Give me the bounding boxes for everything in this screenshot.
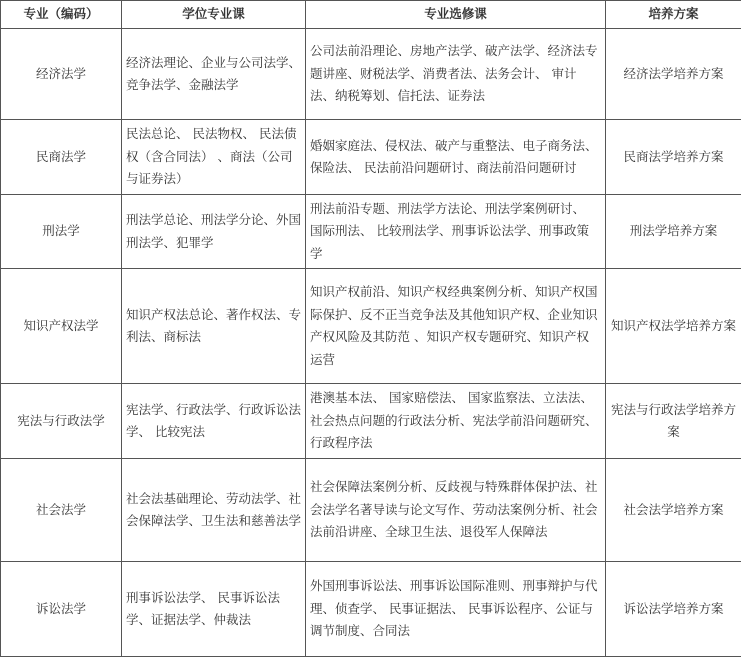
core-courses-cell: 民法总论、 民法物权、 民法债权（含合同法） 、商法（公司与证券法） [122,120,306,195]
major-cell: 诉讼法学 [1,562,122,657]
table-row [1,459,741,562]
header-training-plan: 培养方案 [606,1,741,29]
table-row [1,269,741,384]
core-courses-cell: 知识产权法总论、著作权法、专利法、商标法 [122,269,306,384]
training-plan-cell: 宪法与行政法学培养方案 [606,384,741,459]
major-cell: 宪法与行政法学 [1,384,122,459]
training-plan-cell: 刑法学培养方案 [606,195,741,269]
core-courses-cell: 刑事诉讼法学、 民事诉讼法学、证据法学、仲裁法 [122,562,306,657]
table-row [1,562,741,657]
header-core-courses: 学位专业课 [122,1,306,29]
elective-courses-cell: 婚姻家庭法、侵权法、破产与重整法、电子商务法、保险法、 民法前沿问题研讨、商法前沿问题研讨 [306,120,606,195]
header-major: 专业（编码） [1,1,122,29]
elective-courses-cell: 外国刑事诉讼法、刑事诉讼国际准则、刑事辩护与代理、侦查学、 民事证据法、 民事诉讼程序、公证与调节制度、合同法 [306,562,606,657]
core-courses-cell: 社会法基础理论、劳动法学、社会保障法学、卫生法和慈善法学 [122,459,306,562]
elective-courses-cell: 公司法前沿理论、房地产法学、破产法学、经济法专题讲座、财税法学、消费者法、法务会计、 审计法、纳税筹划、信托法、证券法 [306,29,606,120]
major-cell: 社会法学 [1,459,122,562]
elective-courses-cell: 知识产权前沿、知识产权经典案例分析、知识产权国际保护、反不正当竞争法及其他知识产权、企业知识产权风险及其防范 、知识产权专题研究、知识产权运营 [306,269,606,384]
header-elective-courses: 专业选修课 [306,1,606,29]
major-cell: 刑法学 [1,195,122,269]
training-plan-cell: 民商法学培养方案 [606,120,741,195]
major-cell: 民商法学 [1,120,122,195]
table-row [1,195,741,269]
major-cell: 知识产权法学 [1,269,122,384]
training-plan-cell: 社会法学培养方案 [606,459,741,562]
elective-courses-cell: 港澳基本法、 国家赔偿法、 国家监察法、立法法、社会热点问题的行政法分析、宪法学前沿问题研究、行政程序法 [306,384,606,459]
major-cell: 经济法学 [1,29,122,120]
training-plan-cell: 诉讼法学培养方案 [606,562,741,657]
core-courses-cell: 宪法学、行政法学、行政诉讼法学、 比较宪法 [122,384,306,459]
training-plan-cell: 经济法学培养方案 [606,29,741,120]
training-plan-cell: 知识产权法学培养方案 [606,269,741,384]
table-header-row [1,1,741,29]
elective-courses-cell: 刑法前沿专题、刑法学方法论、刑法学案例研讨、 国际刑法、 比较刑法学、刑事诉讼法学、刑事政策学 [306,195,606,269]
table-row [1,120,741,195]
table-row [1,29,741,120]
core-courses-cell: 刑法学总论、刑法学分论、外国刑法学、犯罪学 [122,195,306,269]
elective-courses-cell: 社会保障法案例分析、反歧视与特殊群体保护法、社会法学名著导读与论文写作、劳动法案例分析、社会法前沿讲座、全球卫生法、退役军人保障法 [306,459,606,562]
core-courses-cell: 经济法理论、企业与公司法学、竞争法学、金融法学 [122,29,306,120]
table-row [1,384,741,459]
